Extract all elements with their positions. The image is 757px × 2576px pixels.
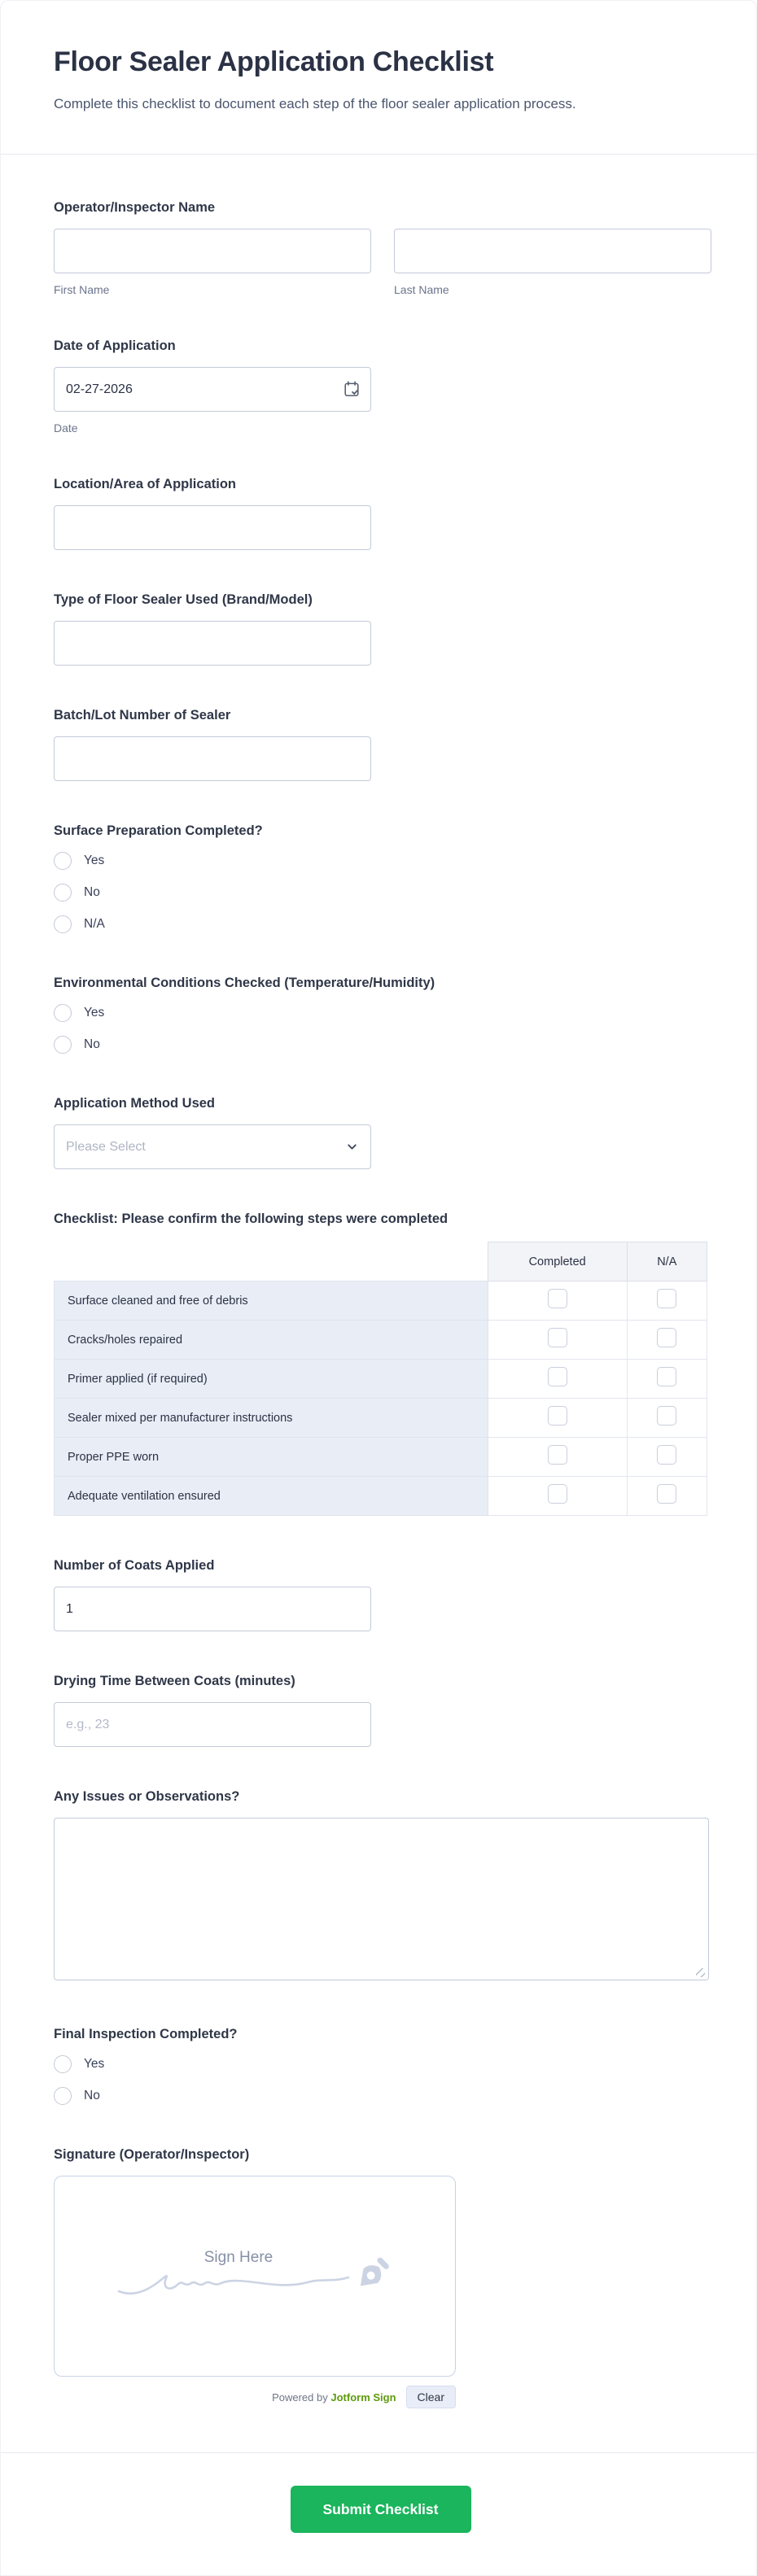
radio-icon[interactable] [54,1036,72,1054]
sealer-type-input[interactable] [54,621,371,666]
batch-label: Batch/Lot Number of Sealer [54,708,231,723]
row-label: Primer applied (if required) [55,1360,488,1399]
checkbox-completed[interactable] [548,1289,567,1308]
drying-time-label: Drying Time Between Coats (minutes) [54,1674,295,1689]
question-env-conditions [54,976,707,1054]
row-label: Cracks/holes repaired [55,1321,488,1360]
signature-pad[interactable] [54,2176,456,2377]
surface-prep-option-yes[interactable] [54,852,707,870]
checkbox-na[interactable] [657,1367,676,1386]
checkbox-completed[interactable] [548,1367,567,1386]
powered-by-prefix: Powered by [272,2390,328,2404]
question-issues [54,1789,707,1984]
issues-textarea[interactable] [54,1818,709,1980]
first-name-input[interactable] [54,229,371,273]
last-name-sublabel: Last Name [394,283,449,297]
pen-nib-icon [353,2255,392,2294]
radio-icon[interactable] [54,2087,72,2105]
final-inspection-label: Final Inspection Completed? [54,2027,238,2042]
page-subtitle: Complete this checklist to document each step of the floor sealer application process. [54,96,576,111]
chevron-down-icon [345,1140,359,1154]
final-inspection-option-yes[interactable] [54,2055,707,2073]
table-row [55,1321,707,1360]
checkbox-na[interactable] [657,1328,676,1347]
radio-icon[interactable] [54,915,72,933]
table-row [55,1438,707,1477]
location-input[interactable] [54,505,371,550]
first-name-sublabel: First Name [54,283,110,297]
table-row [55,1360,707,1399]
radio-label: No [84,2089,100,2103]
radio-label: Yes [84,1006,105,1020]
question-coats [54,1558,707,1631]
page-title: Floor Sealer Application Checklist [54,46,494,77]
final-inspection-option-no[interactable] [54,2087,707,2105]
signature-squiggle-and-pen-nib-icon [112,2254,397,2304]
checkbox-na[interactable] [657,1484,676,1504]
powered-by-text [272,2391,396,2404]
drying-time-input[interactable] [54,1702,371,1747]
checkbox-na[interactable] [657,1406,676,1426]
signature-label: Signature (Operator/Inspector) [54,2147,250,2163]
submit-button[interactable]: Submit Checklist [291,2486,471,2533]
form-body [1,155,756,2575]
checklist-table [54,1242,707,1516]
radio-label: Yes [84,854,105,868]
calendar-check-icon[interactable] [343,380,361,398]
checkbox-completed[interactable] [548,1484,567,1504]
checkbox-completed[interactable] [548,1328,567,1347]
radio-label: No [84,885,100,900]
checkbox-na[interactable] [657,1445,676,1465]
question-batch [54,708,707,781]
coats-label: Number of Coats Applied [54,1558,215,1574]
matrix-corner-cell [55,1242,488,1281]
checkbox-completed[interactable] [548,1445,567,1465]
radio-label: N/A [84,917,105,932]
radio-label: No [84,1037,100,1052]
surface-prep-option-no[interactable] [54,884,707,902]
question-date [54,338,707,434]
row-label: Adequate ventilation ensured [55,1477,488,1516]
question-operator-name [54,200,707,296]
column-header-na: N/A [627,1242,707,1281]
date-sublabel: Date [54,421,78,435]
radio-label: Yes [84,2057,105,2072]
question-signature [54,2147,707,2408]
row-label: Proper PPE worn [55,1438,488,1477]
issues-label: Any Issues or Observations? [54,1789,240,1805]
question-location [54,477,707,550]
question-final-inspection [54,2027,707,2105]
row-label: Sealer mixed per manufacturer instructions [55,1399,488,1438]
question-sealer-type [54,592,707,666]
sign-here-hint: Sign Here [203,2248,273,2266]
checklist-label: Checklist: Please confirm the following steps were completed [54,1212,449,1227]
radio-icon[interactable] [54,2055,72,2073]
date-label: Date of Application [54,338,176,354]
checkbox-na[interactable] [657,1289,676,1308]
radio-icon[interactable] [54,852,72,870]
table-row [55,1281,707,1321]
radio-icon[interactable] [54,1004,72,1022]
date-input[interactable] [54,367,371,412]
location-label: Location/Area of Application [54,477,236,492]
table-row [55,1399,707,1438]
select-placeholder: Please Select [66,1139,146,1154]
last-name-input[interactable] [394,229,711,273]
resize-handle-icon[interactable] [696,1968,705,1977]
column-header-completed: Completed [488,1242,627,1281]
coats-input[interactable] [54,1587,371,1631]
application-method-select[interactable] [54,1124,371,1169]
question-surface-prep [54,823,707,933]
env-conditions-option-yes[interactable] [54,1004,707,1022]
surface-prep-label: Surface Preparation Completed? [54,823,263,839]
application-method-label: Application Method Used [54,1096,215,1111]
surface-prep-option-na[interactable] [54,915,707,933]
env-conditions-option-no[interactable] [54,1036,707,1054]
row-label: Surface cleaned and free of debris [55,1281,488,1321]
question-drying-time [54,1674,707,1747]
sealer-type-label: Type of Floor Sealer Used (Brand/Model) [54,592,313,608]
question-application-method [54,1096,707,1169]
operator-name-label: Operator/Inspector Name [54,200,216,216]
batch-input[interactable] [54,736,371,781]
checkbox-completed[interactable] [548,1406,567,1426]
env-conditions-label: Environmental Conditions Checked (Temperature/Humidity) [54,976,435,991]
table-row [55,1477,707,1516]
question-checklist [54,1212,707,1516]
form-header [1,1,756,155]
clear-signature-button[interactable]: Clear [406,2386,456,2408]
jotform-sign-brand: Jotform Sign [330,2390,396,2404]
radio-icon[interactable] [54,884,72,902]
